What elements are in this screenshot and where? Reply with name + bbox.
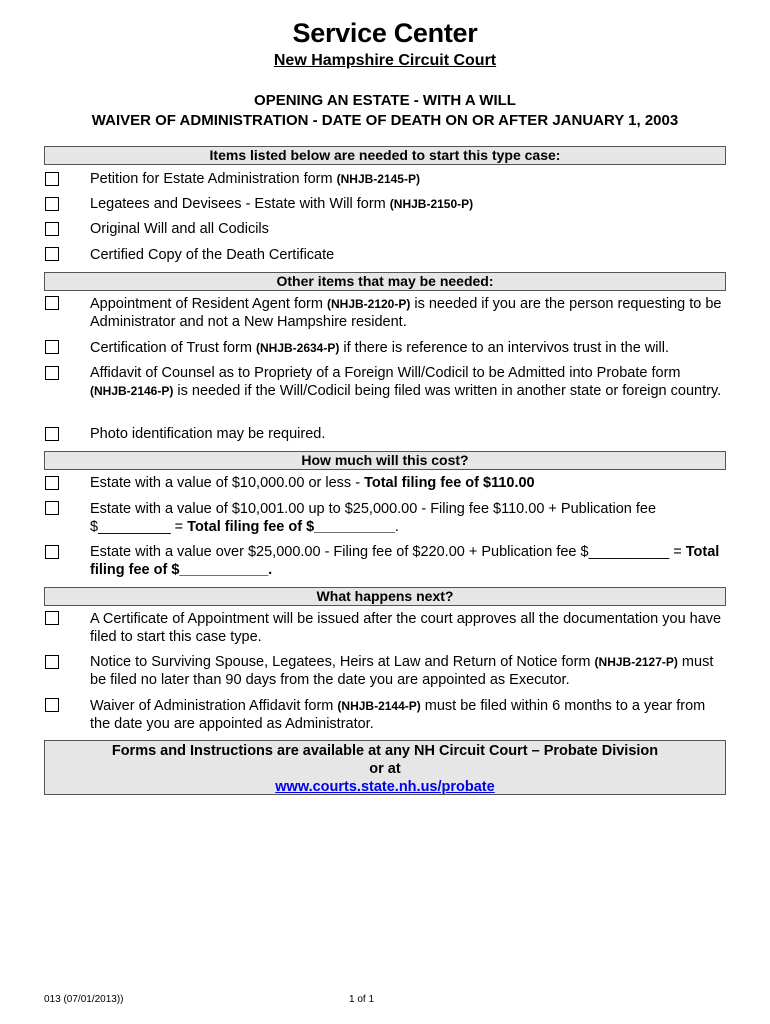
- page-number: 1 of 1: [349, 994, 375, 1005]
- probate-link[interactable]: www.courts.state.nh.us/probate: [275, 779, 495, 795]
- section-other-items: Other items that may be needed:: [44, 272, 726, 291]
- item-cost-over-25k: Estate with a value over $25,000.00 - Filing fee of $220.00 + Publication fee $__________ = Total filing fee of $___________.: [90, 544, 720, 578]
- checkbox-legatees[interactable]: [45, 197, 59, 211]
- item-certificate: A Certificate of Appointment will be issued after the court approves all the documentation you have filed to start this case type.: [90, 611, 722, 645]
- checkbox-notice[interactable]: [45, 655, 59, 669]
- checkbox-cost-under-10k[interactable]: [45, 476, 59, 490]
- checkbox-waiver[interactable]: [45, 698, 59, 712]
- checkbox-certificate[interactable]: [45, 611, 59, 625]
- item-photo-id: Photo identification may be required.: [90, 426, 326, 442]
- heading-line-1: OPENING AN ESTATE - WITH A WILL: [254, 92, 516, 109]
- page-subtitle: New Hampshire Circuit Court: [273, 52, 497, 69]
- checkbox-death-certificate[interactable]: [45, 247, 59, 261]
- item-cost-under-10k: Estate with a value of $10,000.00 or less - Total filing fee of $110.00: [90, 475, 535, 491]
- section-cost: How much will this cost?: [44, 451, 726, 470]
- item-resident-agent: Appointment of Resident Agent form (NHJB-2120-P) is needed if you are the person requesting to be Administrator and not a New Hampshire resident.: [90, 296, 722, 330]
- item-death-certificate: Certified Copy of the Death Certificate: [90, 247, 335, 263]
- checkbox-will[interactable]: [45, 222, 59, 236]
- checkbox-photo-id[interactable]: [45, 427, 59, 441]
- checkbox-affidavit-counsel[interactable]: [45, 366, 59, 380]
- item-waiver: Waiver of Administration Affidavit form (NHJB-2144-P) must be filed within 6 months to a year from the date you are appointed as Administrator.: [90, 698, 706, 732]
- forms-info-line: Forms and Instructions are available at any NH Circuit Court – Probate Division: [111, 743, 659, 759]
- forms-info-box: [44, 740, 726, 795]
- heading-line-2: WAIVER OF ADMINISTRATION - DATE OF DEATH ON OR AFTER JANUARY 1, 2003: [91, 112, 679, 129]
- item-affidavit-counsel: Affidavit of Counsel as to Propriety of a Foreign Will/Codicil to be Admitted into Probate form (NHJB-2146-P) is needed if the Will/Codicil being filed was written in another state or foreign country.: [90, 365, 722, 399]
- form-id: 013 (07/01/2013)): [44, 994, 124, 1005]
- checkbox-resident-agent[interactable]: [45, 296, 59, 310]
- item-cost-10k-25k: Estate with a value of $10,001.00 up to $25,000.00 - Filing fee $110.00 + Publication fee $_________ = Total filing fee of $__________.: [90, 501, 657, 535]
- checkbox-trust[interactable]: [45, 340, 59, 354]
- item-notice: Notice to Surviving Spouse, Legatees, Heirs at Law and Return of Notice form (NHJB-2127-P) must be filed no later than 90 days from the date you are appointed as Executor.: [90, 654, 714, 688]
- section-next: What happens next?: [44, 587, 726, 606]
- checkbox-petition[interactable]: [45, 172, 59, 186]
- page-title: Service Center: [292, 18, 478, 48]
- checkbox-cost-10k-25k[interactable]: [45, 501, 59, 515]
- item-legatees: Legatees and Devisees - Estate with Will form (NHJB-2150-P): [90, 196, 474, 212]
- item-petition: Petition for Estate Administration form (NHJB-2145-P): [90, 171, 420, 187]
- checkbox-cost-over-25k[interactable]: [45, 545, 59, 559]
- item-will: Original Will and all Codicils: [90, 221, 269, 237]
- forms-info-or: or at: [369, 761, 401, 777]
- section-items-needed: Items listed below are needed to start this type case:: [44, 146, 726, 165]
- item-trust: Certification of Trust form (NHJB-2634-P) if there is reference to an intervivos trust in the will.: [90, 340, 669, 356]
